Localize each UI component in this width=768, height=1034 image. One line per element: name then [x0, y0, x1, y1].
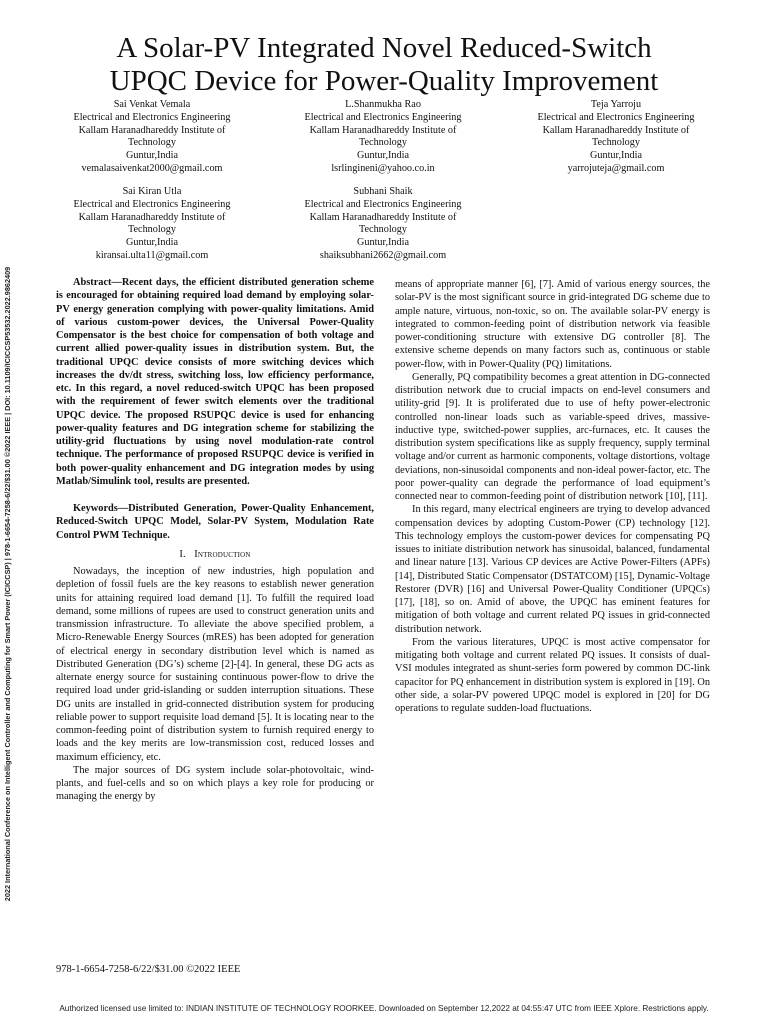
author-block	[273, 186, 493, 263]
section-number: I.	[179, 548, 186, 560]
paragraph: Nowadays, the inception of new industries, high population and depletion of fossil fuels are the key reasons to establish newer generation units for attaining required load demand [1]. To fulfill the required load demand, some millions of rupees are used to construct generation units and transmission infrastructure. To alleviate the above specified problem, a Micro-Renewable Energy Sources (mRES) has been adopted for generation of electrical energy in secondary distribution level which is named as Distributed Generation (DG’s) scheme [2]-[4]. In general, these DG acts as alternate energy source for sustaining continuous power-flow to drive the required load under grid-islanding or sudden interruption situations. These DG units are installed in grid-connected distribution system for producing reliable power to support requisite load demand [5]. It is locating near to the common-feeding point of distribution system to furnish required energy to loads and the key merits are low-transmission cost, reduced losses and maximum efficiency, etc.	[56, 566, 374, 763]
title-line-1: A Solar-PV Integrated Novel Reduced-Switch	[116, 32, 652, 64]
author-name: Sai Kiran Utla	[122, 186, 182, 197]
author-name: Subhani Shaik	[353, 186, 413, 197]
author-block	[42, 186, 262, 263]
paragraph: In this regard, many electrical engineers are trying to develop advanced compensation devices by adopting Custom-Power (CP) technology [12]. This technology employs the custom-power devices for compensating PQ issues to initiate distribution network has sinusoidal, balanced, fundamental and linear nature [13]. Various CP devices are Active Power-Filters (APFs) [14], Distributed Static Compensator (DSTATCOM) [15], Dynamic-Voltage Restorer (DVR) [16] and Universal Power-Quality Conditioner (UPQCs) [17], [18], so on. Amid of above, the UPQC has eminent features for mitigation of both voltage and current related PQ issues in grid-connected distribution network.	[395, 504, 710, 635]
author-inst: Technology	[359, 137, 407, 149]
author-dept: Electrical and Electronics Engineering	[537, 111, 695, 123]
author-email[interactable]: vemalasaivenkat2000@gmail.com	[81, 162, 223, 174]
author-dept: Electrical and Electronics Engineering	[73, 111, 231, 123]
paragraph: means of appropriate manner [6], [7]. Amid of various energy sources, the solar-PV is the most significant source in grid-integrated DG scheme due to ample nature, virtuous, non-toxic, so on. The available solar-PV energy is integrated to common-feeding point of distribution network via feasible power-conditioning structure with extensive DG controller [8]. The extensive scheme depends on many factors such as, continuous or stable power-flow, with in Power-Quality (PQ) limitations.	[395, 279, 710, 370]
conference-sidebar: 2022 International Conference on Intelligent Controller and Computing for Smart Power (ICICCSP) | 978-1-6654-7258-6/22/$31.00 ©2022 IEEE | DOI: 10.1109/ICICCSP53532.2022.9862409	[3, 266, 12, 902]
title-line-2: UPQC Device for Power-Quality Improvement	[109, 65, 659, 97]
author-city: Guntur,India	[126, 150, 178, 162]
paragraph: The major sources of DG system include solar-photovoltaic, wind-plants, and fuel-cells and so on which plays a key role for producing or managing the energy by	[56, 764, 374, 803]
author-dept: Electrical and Electronics Engineering	[304, 198, 462, 210]
author-block	[273, 99, 493, 176]
author-inst: Kallam Haranadhareddy Institute of	[309, 211, 457, 223]
author-inst: Kallam Haranadhareddy Institute of	[309, 124, 457, 136]
author-email[interactable]: yarrojuteja@gmail.com	[567, 162, 665, 174]
author-inst: Technology	[128, 224, 176, 236]
author-dept: Electrical and Electronics Engineering	[304, 111, 462, 123]
author-inst: Technology	[128, 137, 176, 149]
author-email[interactable]: kiransai.ulta11@gmail.com	[95, 249, 209, 261]
author-inst: Kallam Haranadhareddy Institute of	[78, 124, 226, 136]
section-heading	[56, 548, 374, 561]
paragraph: From the various literatures, UPQC is most active compensator for mitigating both voltage and current related PQ issues. It consists of dual-VSI modules integrated as shunt-series form powered by common DC-link capacitor for PQ enhancement in distribution system is explored in [19]. On other side, a solar-PV powered UPQC model is explored in [20] for DG operations to regulate sudden-load fluctuations.	[395, 636, 710, 714]
author-name: L.Shanmukha Rao	[345, 99, 421, 110]
left-column	[56, 276, 374, 804]
author-name: Teja Yarroju	[590, 99, 642, 110]
author-block	[42, 99, 262, 176]
section-title: Introduction	[194, 548, 251, 560]
author-city: Guntur,India	[126, 237, 178, 249]
right-column	[395, 278, 710, 715]
authorized-use-notice: Authorized licensed use limited to: INDIAN INSTITUTE OF TECHNOLOGY ROORKEE. Downloaded on September 12,2022 at 04:55:47 UTC from IEEE Xplore. Restrictions apply.	[59, 1004, 709, 1013]
paragraph: Generally, PQ compatibility becomes a great attention in DG-connected distribution network due to crucial impacts on end-level consumers and utility-grid [9]. It is proliferated due to use of hefty power-electronic controlled non-linear loads such as variable-speed drives, massive-inductive type, switched-power supplies, arc-furnaces, etc. It causes the distribution system specifications like as supply frequency, supply terminal voltage and/or current as harmonic components, voltage distortions, voltage deviations, non-sinusoidal components and non-ideal power-factor, etc. The poor power-quality can degrade the performance of load equipment’s connected near to common-feeding point of distribution network [10], [11].	[395, 371, 710, 502]
author-name: Sai Venkat Vemala	[113, 99, 191, 110]
author-inst: Technology	[359, 224, 407, 236]
author-city: Guntur,India	[357, 237, 409, 249]
keywords: Keywords—Distributed Generation, Power-Quality Enhancement, Reduced-Switch UPQC Model, Solar-PV System, Modulation Rate Control PWM Technique.	[56, 503, 374, 541]
abstract: Abstract—Recent days, the efficient distributed generation scheme is encouraged for obtaining required load demand by employing solar-PV energy generation complying with power-quality limitations. Amid of various custom-power devices, the Universal Power-Quality Compensator is the best choice for compensation of both voltage and current allied power-quality issues in distribution system. But, the traditional UPQC device consists of more switching devices which increases the dv/dt stress, switching loss, low efficiency performance, etc. In this regard, a novel reduced-switch UPQC has been proposed with the requirement of fewer switch elements over the traditional UPQC device. The proposed RSUPQC device is used for enhancing power-quality features and DG integration scheme for stabilizing the utility-grid fluctuations by using novel modulation-rate control technique. The performance of proposed RSUPQC device is verified in both power-quality enhancement and DG integration modes by using Matlab/Simulink tool, results are presented.	[56, 277, 374, 487]
author-inst: Technology	[592, 137, 640, 149]
author-inst: Kallam Haranadhareddy Institute of	[542, 124, 690, 136]
copyright-notice: 978-1-6654-7258-6/22/$31.00 ©2022 IEEE	[56, 964, 241, 975]
author-dept: Electrical and Electronics Engineering	[73, 198, 231, 210]
paper-title	[40, 32, 728, 98]
author-block	[506, 99, 726, 176]
author-email[interactable]: lsrlingineni@yahoo.co.in	[331, 162, 435, 174]
author-city: Guntur,India	[357, 150, 409, 162]
author-email[interactable]: shaiksubhani2662@gmail.com	[319, 249, 447, 261]
author-city: Guntur,India	[590, 150, 642, 162]
author-inst: Kallam Haranadhareddy Institute of	[78, 211, 226, 223]
